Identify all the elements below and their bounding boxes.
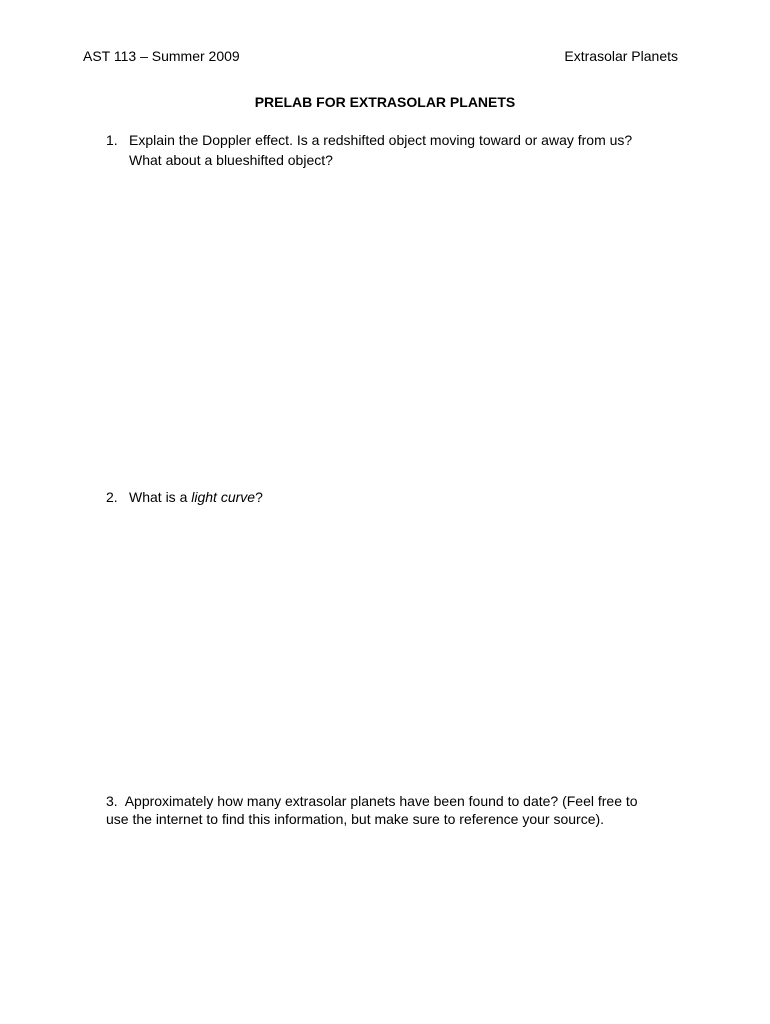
question-3-line-1-text: Approximately how many extrasolar planets have been found to date? (Feel free to bbox=[124, 793, 638, 809]
page-title: PRELAB FOR EXTRASOLAR PLANETS bbox=[254, 94, 516, 110]
question-3-line-2: use the internet to find this information, but make sure to reference your source). bbox=[106, 811, 605, 827]
question-1-line-1: Explain the Doppler effect. Is a redshifted object moving toward or away from us? bbox=[129, 132, 633, 148]
header-lab-name: Extrasolar Planets bbox=[564, 48, 678, 64]
question-2-prefix: What is a bbox=[129, 489, 192, 505]
question-2-emphasis: light curve bbox=[191, 489, 256, 505]
question-2-number: 2. bbox=[106, 489, 118, 505]
question-2-text bbox=[129, 487, 263, 507]
question-3-line-1 bbox=[106, 791, 638, 811]
header-course: AST 113 – Summer 2009 bbox=[83, 48, 240, 64]
question-3-number: 3. bbox=[106, 793, 118, 809]
question-1-line-2: What about a blueshifted object? bbox=[129, 152, 333, 168]
question-1-number: 1. bbox=[106, 132, 118, 148]
question-2-suffix: ? bbox=[255, 489, 263, 505]
